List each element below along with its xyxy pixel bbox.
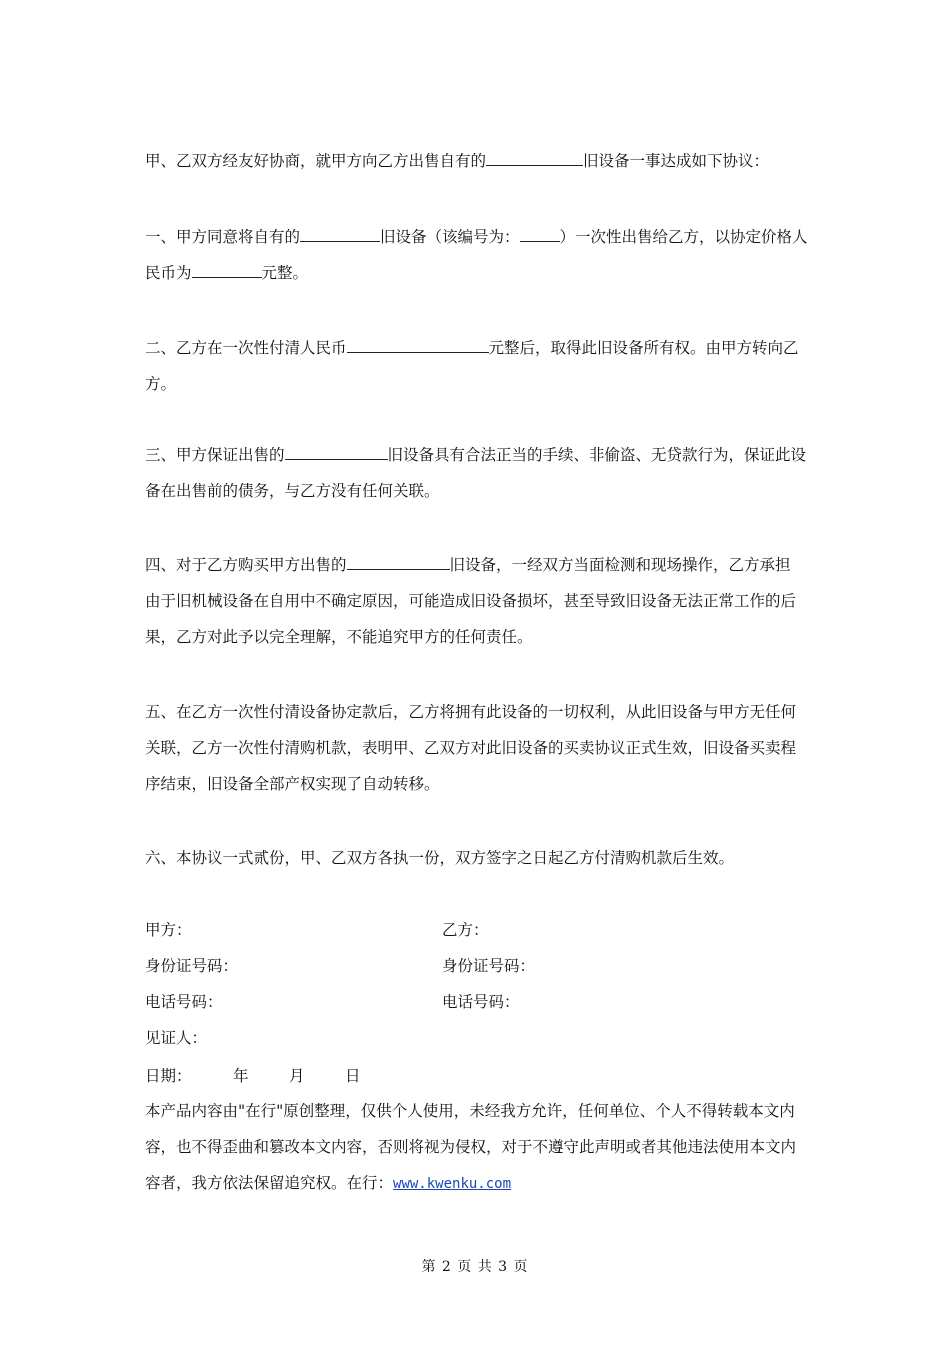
signature-id-row: [145, 948, 810, 984]
date-label: 日期：: [145, 1067, 192, 1085]
payment-amount-blank: [347, 336, 489, 353]
clause-4-text: 果，乙方对此予以完全理解，不能追究甲方的任何责任。: [145, 628, 533, 646]
day-label: 日: [345, 1067, 361, 1085]
party-a-label: 甲方：: [145, 921, 192, 939]
clause-4-text: 由于旧机械设备在自用中不确定原因，可能造成旧设备损坏，甚至导致旧设备无法正常工作的后: [145, 592, 797, 610]
year-label: 年: [233, 1067, 249, 1085]
equipment-name-blank: [486, 149, 583, 166]
clause-4-text: 旧设备，一经双方当面检测和现场操作，乙方承担: [449, 556, 791, 574]
intro-text-after: 旧设备一事达成如下协议：: [583, 152, 770, 170]
intro-text-before: 甲、乙双方经友好协商，就甲方向乙方出售自有的: [145, 152, 487, 170]
intro-paragraph: [145, 143, 810, 179]
clause-2: [145, 330, 810, 402]
price-blank: [192, 261, 262, 278]
clause-5-text: 关联，乙方一次性付清购机款，表明甲、乙双方对此旧设备的买卖协议正式生效，旧设备买卖程: [145, 739, 797, 757]
clause-2-text: 元整后，取得此旧设备所有权。由甲方转向乙: [488, 339, 799, 357]
clause-5: [145, 694, 810, 802]
disclaimer: [145, 1093, 810, 1202]
party-a-phone-label: 电话号码：: [145, 993, 223, 1011]
clause-6: [145, 840, 810, 876]
witness-row: [145, 1020, 810, 1056]
clause-5-text: 序结束，旧设备全部产权实现了自动转移。: [145, 775, 440, 793]
clause-3-text: 三、甲方保证出售的: [145, 446, 285, 464]
page-number: 第 2 页 共 3 页: [421, 1259, 529, 1275]
clause-1-text: 一、甲方同意将自有的: [145, 228, 301, 246]
equipment-blank: [300, 225, 380, 242]
clause-1: [145, 219, 810, 291]
party-a-id-label: 身份证号码：: [145, 957, 239, 975]
date-row: [145, 1058, 810, 1094]
website-link[interactable]: www.kwenku.com: [393, 1176, 512, 1192]
clause-2-text: 二、乙方在一次性付清人民币: [145, 339, 347, 357]
witness-label: 见证人：: [145, 1029, 208, 1047]
clause-1-text: 元整。: [261, 264, 309, 282]
disclaimer-text: 容者，我方依法保留追究权。在行：: [145, 1174, 394, 1192]
clause-3-text: 旧设备具有合法正当的手续、非偷盗、无贷款行为，保证此设: [387, 446, 807, 464]
party-b-phone-label: 电话号码：: [442, 993, 520, 1011]
disclaimer-text: 本产品内容由"在行"原创整理，仅供个人使用，未经我方允许，任何单位、个人不得转载本文内: [145, 1102, 795, 1120]
clause-4-text: 四、对于乙方购买甲方出售的: [145, 556, 347, 574]
clause-2-text: 方。: [145, 375, 177, 393]
month-label: 月: [289, 1067, 305, 1085]
clause-1-text: ）一次性出售给乙方，以协定价格人: [559, 228, 808, 246]
signature-phone-row: [145, 984, 810, 1020]
disclaimer-text: 容，也不得歪曲和篡改本文内容，否则将视为侵权，对于不遵守此声明或者其他违法使用本文内: [145, 1138, 797, 1156]
clause-5-text: 五、在乙方一次性付清设备协定款后，乙方将拥有此设备的一切权利，从此旧设备与甲方无任何: [145, 703, 797, 721]
equipment-blank: [347, 553, 450, 570]
signature-party-row: [145, 912, 810, 948]
party-b-label: 乙方：: [442, 921, 489, 939]
party-b-id-label: 身份证号码：: [442, 957, 536, 975]
clause-4: [145, 547, 810, 655]
clause-3: [145, 437, 810, 509]
clause-1-text: 旧设备（该编号为：: [380, 228, 520, 246]
equipment-blank: [285, 443, 388, 460]
clause-6-text: 六、本协议一式贰份，甲、乙双方各执一份，双方签字之日起乙方付清购机款后生效。: [145, 849, 735, 867]
serial-number-blank: [520, 225, 560, 242]
clause-3-text: 备在出售前的债务，与乙方没有任何关联。: [145, 482, 440, 500]
clause-1-text: 民币为: [145, 264, 192, 282]
